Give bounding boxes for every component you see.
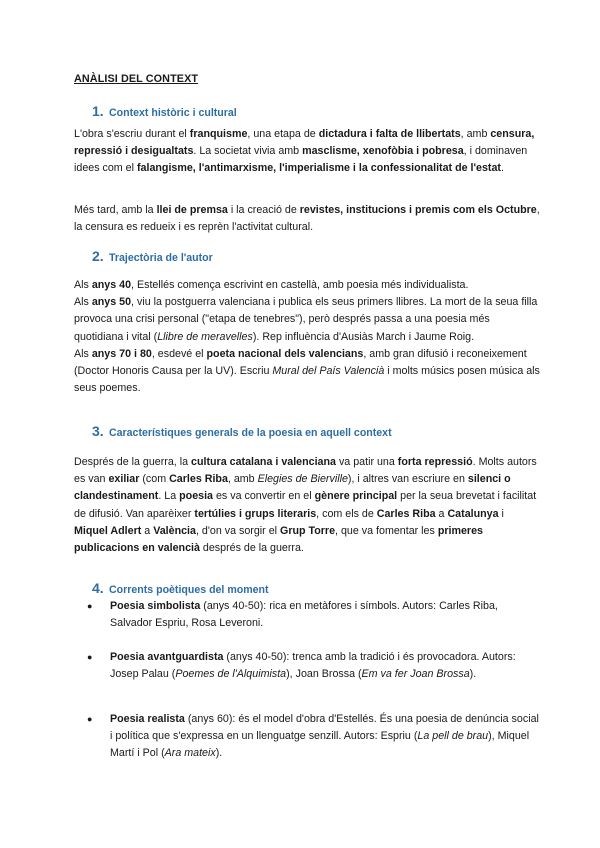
- text-run: L'obra s'escriu durant el: [74, 128, 190, 140]
- bold-run: forta repressió: [397, 456, 473, 468]
- text-run: .: [500, 162, 504, 175]
- text-run: Més tard, amb la: [74, 204, 157, 216]
- text-run: ). Rep influència d'Ausiàs March i Jaume Roig.: [252, 330, 475, 343]
- bold-run: masclisme, xenofòbia i pobresa: [302, 145, 464, 158]
- text-run: es va convertir en el: [213, 490, 315, 503]
- text-run: ), Joan Brossa (: [286, 668, 362, 681]
- italic-run: Mural del País Valencià: [272, 365, 385, 378]
- text-run: a: [435, 507, 448, 520]
- text-run: (anys 40-50): trenca amb la tradició i és provocadora. Autors: Josep Palau (: [110, 651, 516, 681]
- text-run: i molts músics posen música als seus poemes.: [74, 365, 540, 395]
- bold-run: primeres publicacions en valencià: [74, 524, 483, 555]
- italic-run: Ara mateix: [164, 747, 216, 760]
- italic-run: Em va fer Joan Brossa: [361, 668, 470, 681]
- bold-run: anys 40: [91, 279, 132, 291]
- bold-run: exiliar: [108, 473, 140, 486]
- section-title: Context històric i cultural: [109, 107, 237, 119]
- section-heading-2: [92, 248, 213, 264]
- poetic-currents-list: [74, 598, 540, 632]
- bold-run: silenci o clandestinament: [74, 473, 511, 503]
- text-run: ), Miquel Martí i Pol (: [110, 730, 530, 760]
- text-run: després de la guerra.: [199, 542, 304, 555]
- paragraph-historic-context: [74, 126, 540, 178]
- bold-run: cultura catalana i valenciana: [191, 456, 336, 468]
- page-title: ANÀLISI DEL CONTEXT: [74, 73, 199, 85]
- text-run: ).: [215, 747, 223, 760]
- text-run: . Molts autors es van: [74, 456, 537, 486]
- paragraph-press-law: [74, 202, 540, 236]
- text-run: , viu la postguerra valenciana i publica els seus primers llibres. La mort de la seua filla provoca una crisi personal ("etapa de tenebres"), però després passa a una poesia més quotidiana i vital (: [74, 296, 538, 343]
- bold-run: Grup Torre: [280, 524, 336, 537]
- bold-run: Miquel Adlert: [74, 524, 142, 537]
- text-run: Als: [74, 279, 92, 291]
- bold-run: dictadura i falta de llibertats: [318, 128, 461, 140]
- text-run: Després de la guerra, la: [74, 456, 192, 468]
- bullet-icon: ●: [87, 652, 93, 662]
- text-run: , que va fomentar les: [335, 524, 438, 537]
- bold-run: Poesia simbolista: [110, 600, 201, 612]
- bold-run: gènere principal: [314, 490, 398, 503]
- text-run: (com: [139, 473, 170, 486]
- text-run: , amb: [460, 128, 491, 140]
- text-run: , esdevé el: [151, 347, 207, 360]
- text-run: , amb: [227, 473, 258, 486]
- text-run: (anys 60): és el model d'obra d'Estellés. És una poesia de denúncia social i política que s'expressa en un llenguatge senzill. Autors: Espriu (: [110, 713, 539, 743]
- bold-run: llei de premsa: [156, 204, 228, 216]
- poetic-currents-list: [74, 711, 540, 763]
- text-run: , una etapa de: [247, 128, 319, 140]
- bold-run: anys 70 i 80: [91, 347, 152, 360]
- text-run: a: [141, 524, 154, 537]
- text-run: , i dominaven idees com el: [74, 145, 528, 175]
- section-heading-3: [92, 423, 392, 439]
- italic-run: Llibre de meravelles: [157, 330, 253, 343]
- text-run: Als: [74, 347, 92, 360]
- bold-run: Catalunya: [447, 507, 499, 520]
- bold-run: València: [153, 524, 196, 537]
- italic-run: Poemes de l'Alquimista: [175, 668, 287, 681]
- bullet-icon: ●: [87, 601, 93, 611]
- section-number: 2.: [92, 248, 104, 264]
- text-run: , amb gran difusió i reconeixement (Doctor Honoris Causa per la UV). Escriu: [74, 347, 527, 378]
- list-item: [74, 598, 540, 632]
- section-heading-1: [92, 103, 237, 119]
- text-run: i la creació de: [227, 204, 300, 216]
- text-run: , d'on va sorgir el: [195, 524, 280, 537]
- bold-run: censura, repressió i desigualtats: [74, 128, 535, 158]
- text-run: va patir una: [335, 456, 398, 468]
- section-number: 1.: [92, 103, 104, 119]
- text-run: , Estellés comença escrivint en castellà, amb poesia més individualista.: [131, 279, 469, 291]
- text-run: . La: [158, 490, 180, 503]
- bold-run: anys 50: [91, 296, 132, 309]
- italic-run: La pell de brau: [417, 730, 489, 743]
- text-run: ).: [469, 668, 477, 681]
- bold-run: falangisme, l'antimarxisme, l'imperialisme i la confessionalitat de l'estat: [136, 162, 501, 175]
- text-run: per la seua brevetat i facilitat de difusió. Van aparèixer: [74, 490, 537, 520]
- paragraph-author-trajectory: [74, 277, 540, 397]
- list-item: [74, 649, 540, 683]
- bold-run: Carles Riba: [376, 507, 436, 520]
- section-number: 3.: [92, 423, 104, 439]
- text-run: , la censura es redueix i es reprèn l'activitat cultural.: [74, 204, 540, 234]
- text-run: ), i altres van escriure en: [347, 473, 468, 486]
- bold-run: Carles Riba: [169, 473, 228, 486]
- bold-run: franquisme: [189, 128, 248, 140]
- section-number: 4.: [92, 580, 104, 596]
- poetic-currents-list: [74, 649, 540, 683]
- section-title: Trajectòria de l'autor: [109, 252, 213, 264]
- text-run: Als: [74, 296, 92, 309]
- bold-run: tertúlies i grups literaris: [194, 507, 317, 520]
- section-title: Característiques generals de la poesia en aquell context: [109, 427, 392, 439]
- italic-run: Elegies de Bierville: [257, 473, 348, 486]
- paragraph-poetry-characteristics: [74, 454, 540, 557]
- bullet-icon: ●: [87, 714, 93, 724]
- text-run: (anys 40-50): rica en metàfores i símbols. Autors: Carles Riba, Salvador Espriu, Rosa Leveroni.: [110, 600, 498, 630]
- section-heading-4: [92, 580, 269, 596]
- bold-run: Poesia avantguardista: [110, 651, 224, 663]
- list-item: [74, 711, 540, 763]
- bold-run: Poesia realista: [110, 713, 185, 725]
- text-run: . La societat vivia amb: [193, 145, 303, 158]
- bold-run: poesia: [179, 490, 213, 503]
- text-run: , com els de: [316, 507, 377, 520]
- section-title: Corrents poètiques del moment: [109, 584, 269, 596]
- bold-run: revistes, institucions i premis com els Octubre: [299, 204, 537, 216]
- bold-run: poeta nacional dels valencians: [206, 347, 364, 360]
- text-run: i: [498, 507, 504, 520]
